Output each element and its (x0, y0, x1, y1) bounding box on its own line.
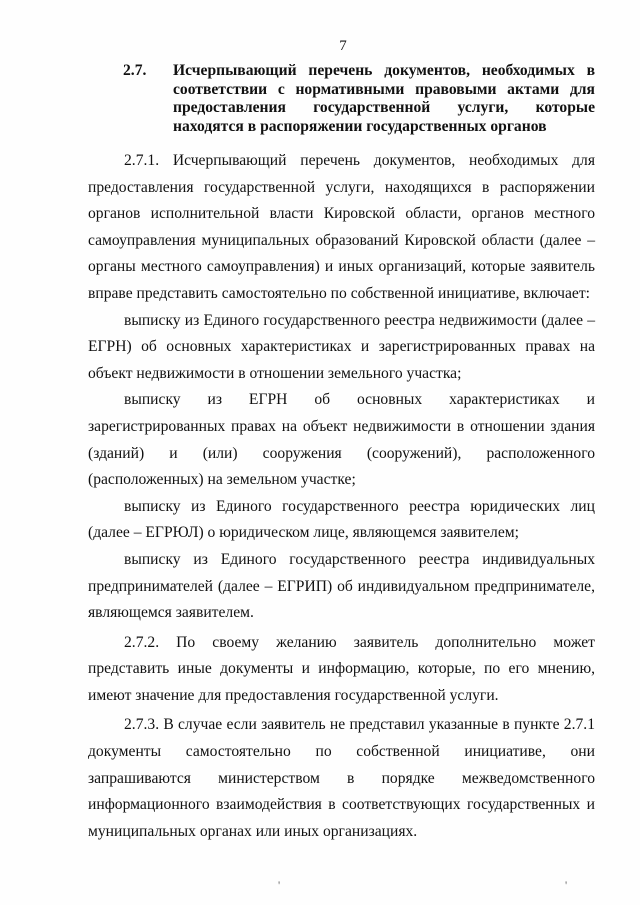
section-heading (123, 62, 595, 136)
paragraph-2-7-3: 2.7.3. В случае если заявитель не представил указанные в пункте 2.7.1 документы самостоятельно по собственной инициативе, они запрашиваются министерством в порядке межведомственного информационного взаимодействия в соответствующих государственных и муниципальных органах или иных организациях. (88, 716, 595, 840)
paragraph-2-7-2: 2.7.2. По своему желанию заявитель дополнительно может представить иные документы и информацию, которые, по его мнению, имеют значение для предоставления государственной услуги. (88, 633, 595, 704)
paragraph-egrul: выписку из Единого государственного реестра юридических лиц (далее – ЕГРЮЛ) о юридическом лице, являющемся заявителем; (88, 497, 595, 542)
page-number: 7 (339, 38, 347, 54)
paragraph-egrn-buildings: выписку из ЕГРН об основных характеристиках и зарегистрированных правах на объект недвижимости в отношении здания (зданий) и (или) сооружения (сооружений), расположенного (расположенных) на земельном участке; (88, 391, 595, 489)
scan-mark: ' (278, 878, 281, 892)
section-title: Исчерпывающий перечень документов, необходимых в соответствии с нормативными правовыми актами для предоставления государственной услуги, которые находятся в распоряжении государственных органов (173, 62, 595, 135)
paragraph-egrn-land: выписку из Единого государственного реестра недвижимости (далее – ЕГРН) об основных характеристиках и зарегистрированных правах на объект недвижимости в отношении земельного участка; (88, 311, 595, 382)
scan-mark: ' (565, 878, 568, 892)
paragraph-egrip: выписку из Единого государственного реестра индивидуальных предпринимателей (далее – ЕГРИП) об индивидуальном предпринимателе, являющемся заявителем. (88, 550, 595, 622)
paragraph-2-7-1: 2.7.1. Исчерпывающий перечень документов, необходимых для предоставления государственной услуги, находящихся в распоряжении органов исполнительной власти Кировской области, органов местного самоуправления муниципальных образований Кировской области (далее – органы местного самоуправления) и иных организаций, которые заявитель вправе представить самостоятельно по собственной инициативе, включает: (88, 152, 595, 302)
section-number: 2.7. (123, 62, 147, 79)
document-body (88, 148, 595, 845)
